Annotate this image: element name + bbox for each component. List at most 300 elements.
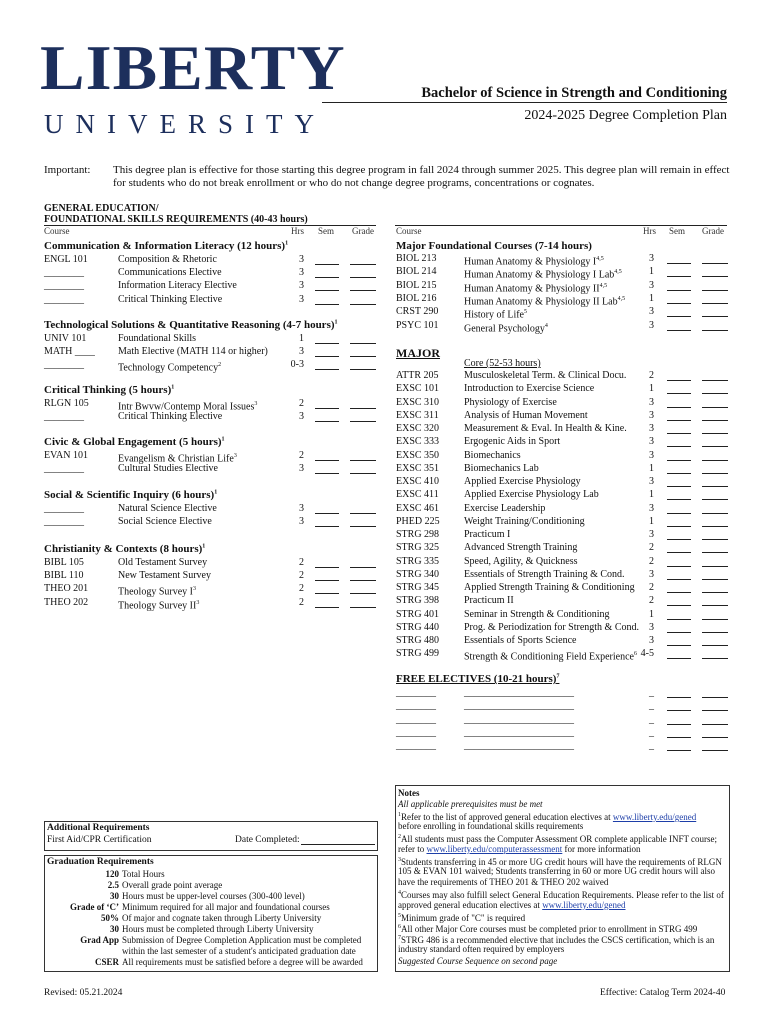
note-line: $^3$Students transferring in 45 or more UG credit hours will have the requirements of RLGN xyxy=(398,856,722,867)
course-hours: 4-5 xyxy=(640,648,654,660)
course-code: EXSC 333 xyxy=(396,436,440,448)
course-hours: _ xyxy=(649,726,654,738)
semester-field[interactable] xyxy=(315,583,339,594)
course-code: PHED 225 xyxy=(396,515,440,527)
course-code: BIOL 215 xyxy=(396,279,437,291)
semester-field[interactable] xyxy=(315,450,339,461)
grade-field[interactable] xyxy=(350,333,376,344)
course-hours: 1 xyxy=(649,489,654,501)
course-hours: _ xyxy=(649,687,654,698)
course-hours: 3 xyxy=(649,568,654,580)
course-hours: 2 xyxy=(649,542,654,554)
semester-field[interactable] xyxy=(667,489,691,500)
grade-field[interactable] xyxy=(702,529,728,540)
semester-field[interactable] xyxy=(667,397,691,408)
course-code: ________ xyxy=(44,516,84,528)
course-hours: 0-3 xyxy=(290,359,304,371)
graduation-row xyxy=(45,924,375,935)
course-hours: 3 xyxy=(299,254,304,265)
course-title: Biomechanics Lab xyxy=(464,462,539,474)
semester-field[interactable] xyxy=(667,556,691,567)
course-row xyxy=(396,436,728,448)
semester-field[interactable] xyxy=(667,293,691,304)
course-title: Physiology of Exercise xyxy=(464,396,557,408)
course-hours: 3 xyxy=(299,411,304,423)
grade-field[interactable] xyxy=(350,411,376,422)
gen-ed-section-title: Technological Solutions & Quantitative Reasoning (4-7 hours)$^1$ xyxy=(44,319,338,331)
course-title: Technology Competency$^2$ xyxy=(118,362,222,374)
semester-field[interactable] xyxy=(667,410,691,421)
grade-field[interactable] xyxy=(702,727,728,738)
plan-subtitle: 2024-2025 Degree Completion Plan xyxy=(524,108,727,123)
course-hours: 3 xyxy=(299,503,304,514)
grade-field[interactable] xyxy=(702,293,728,304)
grade-field[interactable] xyxy=(350,254,376,265)
course-hours: 2 xyxy=(299,450,304,461)
course-code: STRG 298 xyxy=(396,529,440,540)
course-title: ______________________ xyxy=(464,700,574,712)
grade-field[interactable] xyxy=(702,450,728,461)
gen-col-hrs: Hrs xyxy=(291,226,304,236)
semester-field[interactable] xyxy=(667,542,691,553)
course-title: Human Anatomy & Physiology I$^{4,5}$ xyxy=(464,256,604,268)
graduation-key: 30 xyxy=(110,891,119,901)
course-title: Communications Elective xyxy=(118,267,222,279)
course-hours: 2 xyxy=(649,595,654,607)
gen-ed-section-title: Civic & Global Engagement (5 hours)$^1$ xyxy=(44,436,225,448)
grade-field[interactable] xyxy=(350,583,376,594)
course-row xyxy=(396,397,728,409)
course-title: Exercise Leadership xyxy=(464,502,546,514)
major-title: MAJOR xyxy=(396,346,440,360)
grade-field[interactable] xyxy=(702,383,728,394)
course-row xyxy=(44,333,376,345)
course-title: ______________________ xyxy=(464,713,574,725)
note-line: approved general education electives at www.liberty.edu/gened xyxy=(398,899,626,910)
course-code: EXSC 351 xyxy=(396,462,440,474)
semester-field[interactable] xyxy=(667,569,691,580)
course-hours: _ xyxy=(649,740,654,752)
grade-field[interactable] xyxy=(702,280,728,291)
note-line: $^7$STRG 486 is a recommended elective that includes the CSCS certification, which is an xyxy=(398,935,715,946)
graduation-row xyxy=(45,913,375,924)
semester-field[interactable] xyxy=(667,423,691,434)
grade-field[interactable] xyxy=(702,622,728,633)
grade-field[interactable] xyxy=(702,582,728,593)
grade-field[interactable] xyxy=(702,397,728,408)
semester-field[interactable] xyxy=(667,727,691,738)
graduation-value: All requirements must be satisfied before a degree will be awarded xyxy=(122,957,363,967)
course-code: ________ xyxy=(396,740,436,752)
course-title: Applied Exercise Physiology xyxy=(464,476,581,487)
course-code: EVAN 101 xyxy=(44,450,88,461)
semester-field[interactable] xyxy=(315,333,339,344)
semester-field[interactable] xyxy=(315,294,339,305)
semester-field[interactable] xyxy=(667,280,691,291)
course-row xyxy=(396,266,728,281)
course-row xyxy=(44,254,376,266)
course-hours: 2 xyxy=(649,370,654,381)
semester-field[interactable] xyxy=(667,253,691,264)
notes-intro: All applicable prerequisites must be met xyxy=(398,799,543,809)
course-title: Essentials of Sports Science xyxy=(464,635,577,646)
course-hours: 1 xyxy=(299,333,304,344)
course-hours: 3 xyxy=(649,409,654,421)
course-title: ______________________ xyxy=(464,740,574,752)
semester-field[interactable] xyxy=(667,582,691,593)
course-code: THEO 202 xyxy=(44,596,89,608)
course-row xyxy=(396,714,728,726)
course-hours: 1 xyxy=(649,515,654,527)
grade-field[interactable] xyxy=(350,398,376,409)
course-title: Advanced Strength Training xyxy=(464,542,578,554)
semester-field[interactable] xyxy=(667,503,691,514)
grade-field[interactable] xyxy=(702,423,728,434)
grade-field[interactable] xyxy=(350,463,376,474)
course-hours: 3 xyxy=(649,319,654,331)
gen-ed-section-title: Social & Scientific Inquiry (6 hours)$^1$ xyxy=(44,489,218,501)
semester-field[interactable] xyxy=(667,740,691,751)
grade-field[interactable] xyxy=(702,266,728,277)
semester-field[interactable] xyxy=(315,570,339,581)
semester-field[interactable] xyxy=(315,503,339,514)
semester-field[interactable] xyxy=(315,398,339,409)
course-title: New Testament Survey xyxy=(118,570,211,582)
course-code: RLGN 105 xyxy=(44,398,89,409)
course-hours: 2 xyxy=(299,570,304,582)
semester-field[interactable] xyxy=(667,476,691,487)
course-title: Natural Science Elective xyxy=(118,503,217,514)
semester-field[interactable] xyxy=(667,320,691,331)
course-title: Theology Survey $I^3$ xyxy=(118,586,196,598)
course-title: Practicum I xyxy=(464,529,511,540)
gen-ed-section-title: Communication & Information Literacy (12 hours)$^1$ xyxy=(44,240,289,252)
grade-field[interactable] xyxy=(702,635,728,646)
course-code: BIBL 105 xyxy=(44,557,84,568)
semester-field[interactable] xyxy=(667,463,691,474)
free-electives-title: FREE ELECTIVES (10-21 hours)$^7$ xyxy=(396,673,560,685)
semester-field[interactable] xyxy=(315,597,339,608)
course-row xyxy=(396,609,728,621)
course-hours: 2 xyxy=(649,555,654,567)
course-code: MATH ____ xyxy=(44,346,95,358)
semester-field[interactable] xyxy=(315,516,339,527)
date-completed-label: Date Completed: xyxy=(235,835,300,845)
grade-field[interactable] xyxy=(350,516,376,527)
grade-field[interactable] xyxy=(702,503,728,514)
semester-field[interactable] xyxy=(315,267,339,278)
graduation-row xyxy=(45,869,375,880)
graduation-key: Grade of ‘C’ xyxy=(70,902,119,912)
course-code: BIOL 214 xyxy=(396,266,437,278)
course-hours: 3 xyxy=(649,621,654,633)
course-row xyxy=(396,280,728,292)
semester-field[interactable] xyxy=(315,557,339,568)
grade-field[interactable] xyxy=(702,740,728,751)
course-hours: 2 xyxy=(649,582,654,593)
course-code: ENGL 101 xyxy=(44,254,88,265)
course-code: ________ xyxy=(396,687,436,698)
course-hours: 3 xyxy=(649,396,654,408)
graduation-requirements-box xyxy=(44,855,378,972)
course-hours: 1 xyxy=(649,608,654,620)
course-row xyxy=(44,557,376,569)
grade-field[interactable] xyxy=(702,516,728,527)
major-col-course: Course xyxy=(396,226,422,236)
core-label: Core (52-53 hours) xyxy=(464,358,541,369)
semester-field[interactable] xyxy=(667,383,691,394)
course-hours: 3 xyxy=(299,346,304,358)
graduation-key: 30 xyxy=(110,924,119,934)
course-hours: 1 xyxy=(649,266,654,278)
course-code: EXSC 411 xyxy=(396,489,439,501)
note-line: $^6$All other Major Core courses must be completed prior to enrollment in STRG 499 xyxy=(398,924,698,934)
course-code: STRG 480 xyxy=(396,635,440,646)
semester-field[interactable] xyxy=(667,687,691,698)
course-code: STRG 335 xyxy=(396,555,440,567)
graduation-value: Minimum required for all major and foundational courses xyxy=(122,902,330,912)
graduation-value: Hours must be completed through Liberty University xyxy=(122,924,314,934)
semester-field[interactable] xyxy=(667,622,691,633)
course-row xyxy=(396,463,728,475)
course-hours: 1 xyxy=(649,462,654,474)
grade-field[interactable] xyxy=(350,346,376,357)
grade-field[interactable] xyxy=(350,503,376,514)
grade-field[interactable] xyxy=(350,359,376,370)
graduation-value: Overall grade point average xyxy=(122,880,223,890)
semester-field[interactable] xyxy=(315,463,339,474)
grade-field[interactable] xyxy=(350,597,376,608)
course-title: Old Testament Survey xyxy=(118,557,208,568)
graduation-key: 120 xyxy=(105,869,119,879)
course-code: UNIV 101 xyxy=(44,333,87,344)
grade-field[interactable] xyxy=(350,267,376,278)
course-hours: 3 xyxy=(649,253,654,264)
course-row xyxy=(396,582,728,594)
course-title: Critical Thinking Elective xyxy=(118,411,223,423)
note-link[interactable]: www.liberty.edu/computerassessment xyxy=(426,843,563,854)
semester-field[interactable] xyxy=(667,516,691,527)
grade-field[interactable] xyxy=(702,370,728,381)
course-row xyxy=(44,346,376,358)
semester-field[interactable] xyxy=(667,609,691,620)
grade-field[interactable] xyxy=(702,595,728,606)
degree-title: Bachelor of Science in Strength and Conditioning xyxy=(421,85,727,101)
major-col-hrs: Hrs xyxy=(643,226,656,236)
course-title: General Psychology$^4$ xyxy=(464,322,548,334)
semester-field[interactable] xyxy=(667,370,691,381)
grade-field[interactable] xyxy=(702,489,728,500)
semester-field[interactable] xyxy=(667,595,691,606)
course-title: Math Elective (MATH 114 or higher) xyxy=(118,346,268,358)
course-row xyxy=(396,700,728,712)
course-row xyxy=(396,516,728,528)
semester-field[interactable] xyxy=(667,648,691,659)
course-row xyxy=(396,489,728,501)
course-code: THEO 201 xyxy=(44,583,89,595)
semester-field[interactable] xyxy=(315,359,339,370)
course-title: Theology Survey $II^3$ xyxy=(118,599,200,611)
gen-ed-section-title: Critical Thinking (5 hours)$^1$ xyxy=(44,384,175,396)
semester-field[interactable] xyxy=(667,529,691,540)
semester-field[interactable] xyxy=(667,700,691,711)
graduation-row xyxy=(45,891,375,902)
grade-field[interactable] xyxy=(350,280,376,291)
course-hours: 3 xyxy=(649,502,654,514)
graduation-key: Grad App xyxy=(80,935,119,945)
notes-box xyxy=(395,785,730,972)
semester-field[interactable] xyxy=(315,346,339,357)
course-code: ________ xyxy=(396,700,436,712)
course-row xyxy=(396,410,728,422)
course-code: ________ xyxy=(44,411,84,423)
course-code: STRG 401 xyxy=(396,608,440,620)
revised-date: Revised: 05.21.2024 xyxy=(44,988,123,998)
course-hours: 1 xyxy=(649,292,654,304)
course-code: EXSC 320 xyxy=(396,423,440,434)
graduation-row xyxy=(45,935,375,946)
course-title: Social Science Elective xyxy=(118,516,212,528)
course-row xyxy=(396,292,728,308)
course-row xyxy=(396,727,728,739)
course-code: ________ xyxy=(44,267,84,279)
course-title: ______________________ xyxy=(464,726,574,738)
major-foundational-title: Major Foundational Courses (7-14 hours) xyxy=(396,240,592,252)
course-row xyxy=(396,687,728,699)
grade-field[interactable] xyxy=(350,557,376,568)
grade-field[interactable] xyxy=(702,410,728,421)
grade-field[interactable] xyxy=(702,714,728,725)
course-row xyxy=(396,253,728,268)
course-hours: 3 xyxy=(649,423,654,434)
course-code: PSYC 101 xyxy=(396,319,439,331)
date-completed-field[interactable] xyxy=(301,834,375,845)
grade-field[interactable] xyxy=(702,476,728,487)
course-code: EXSC 350 xyxy=(396,449,440,461)
grade-field[interactable] xyxy=(702,569,728,580)
graduation-key: 50% xyxy=(101,913,119,923)
grade-field[interactable] xyxy=(702,556,728,567)
course-hours: 3 xyxy=(299,267,304,279)
course-hours: 2 xyxy=(299,596,304,608)
grade-field[interactable] xyxy=(350,294,376,305)
course-title: Prog. & Periodization for Strength & Cond. xyxy=(464,621,639,633)
course-row xyxy=(44,294,376,306)
course-row xyxy=(396,503,728,515)
course-code: EXSC 410 xyxy=(396,476,440,487)
semester-field[interactable] xyxy=(667,450,691,461)
course-title: Measurement & Eval. In Health & Kine. xyxy=(464,423,627,434)
course-title: Speed, Agility, & Quickness xyxy=(464,555,578,567)
course-title: Weight Training/Conditioning xyxy=(464,515,585,527)
additional-title: Additional Requirements xyxy=(47,823,150,833)
grade-field[interactable] xyxy=(702,542,728,553)
course-title: Information Literacy Elective xyxy=(118,280,237,292)
note-line: refer to www.liberty.edu/computerassessment for more information xyxy=(398,843,641,854)
semester-field[interactable] xyxy=(315,411,339,422)
course-title: Ergogenic Aids in Sport xyxy=(464,436,561,448)
notes-footer: Suggested Course Sequence on second page xyxy=(398,956,558,966)
graduation-value: within the last semester of a student's anticipated graduation date xyxy=(122,946,356,956)
grade-field[interactable] xyxy=(702,306,728,317)
note-line: $^1$Refer to the list of approved general education electives at www.liberty.edu/gened xyxy=(398,812,697,822)
course-hours: 2 xyxy=(299,557,304,568)
course-row xyxy=(396,306,728,321)
course-code: EXSC 461 xyxy=(396,502,440,514)
grade-field[interactable] xyxy=(702,436,728,447)
note-link[interactable]: www.liberty.edu/gened xyxy=(612,812,697,822)
course-title: Analysis of Human Movement xyxy=(464,409,588,421)
course-code: STRG 340 xyxy=(396,568,440,580)
graduation-row xyxy=(45,957,375,968)
major-col-grade: Grade xyxy=(702,226,724,236)
course-title: Intr Bwvw/Contemp Moral Issues$^3$ xyxy=(118,401,258,413)
course-row xyxy=(44,398,376,413)
note-line: industry standard often required by employers xyxy=(398,944,565,955)
course-title: Practicum II xyxy=(464,595,514,607)
course-row xyxy=(396,423,728,435)
semester-field[interactable] xyxy=(667,714,691,725)
course-row xyxy=(396,383,728,395)
course-hours: 3 xyxy=(299,516,304,528)
liberty-logo-word: LIBERTY xyxy=(40,33,346,103)
gen-col-course: Course xyxy=(44,226,70,236)
course-row xyxy=(396,370,728,382)
grade-field[interactable] xyxy=(350,450,376,461)
graduation-value: Total Hours xyxy=(122,869,165,879)
semester-field[interactable] xyxy=(667,436,691,447)
course-code: ________ xyxy=(44,503,84,514)
course-title: Human Anatomy & Physiology I Lab$^{4,5}$ xyxy=(464,269,622,281)
course-code: ATTR 205 xyxy=(396,370,439,381)
graduation-row xyxy=(45,880,375,891)
course-code: ________ xyxy=(396,713,436,725)
course-code: STRG 499 xyxy=(396,648,440,660)
grade-field[interactable] xyxy=(350,570,376,581)
grade-field[interactable] xyxy=(702,687,728,698)
course-hours: 3 xyxy=(649,635,654,646)
note-line: 105 & EVAN 101 waived; Students transferring in 60 or more UG credit hours will also xyxy=(398,866,716,876)
course-title: History of Life$^5$ xyxy=(464,309,527,321)
course-row xyxy=(396,740,728,752)
semester-field[interactable] xyxy=(667,266,691,277)
course-title: Applied Exercise Physiology Lab xyxy=(464,489,599,501)
grade-field[interactable] xyxy=(702,609,728,620)
grade-field[interactable] xyxy=(702,700,728,711)
important-text: This degree plan is effective for those starting this degree program in fall 2024 through summer 2025. This degree plan will remain in effect for students who do not break enrollment or who do not change degree programs, concentrations or cognates. xyxy=(113,164,730,189)
course-hours: 3 xyxy=(649,436,654,448)
course-title: Seminar in Strength & Conditioning xyxy=(464,608,610,620)
semester-field[interactable] xyxy=(667,635,691,646)
course-code: EXSC 310 xyxy=(396,396,440,408)
note-link[interactable]: www.liberty.edu/gened xyxy=(542,899,626,910)
course-title: Introduction to Exercise Science xyxy=(464,383,595,395)
course-row xyxy=(44,570,376,582)
semester-field[interactable] xyxy=(315,254,339,265)
grade-field[interactable] xyxy=(702,253,728,264)
course-code: EXSC 311 xyxy=(396,409,439,421)
grade-field[interactable] xyxy=(702,648,728,659)
course-code: EXSC 101 xyxy=(396,383,440,395)
semester-field[interactable] xyxy=(315,280,339,291)
grade-field[interactable] xyxy=(702,463,728,474)
course-row xyxy=(44,280,376,292)
additional-requirements-box xyxy=(44,821,378,851)
course-hours: 3 xyxy=(299,280,304,292)
semester-field[interactable] xyxy=(667,306,691,317)
course-title: Cultural Studies Elective xyxy=(118,463,218,475)
grade-field[interactable] xyxy=(702,320,728,331)
